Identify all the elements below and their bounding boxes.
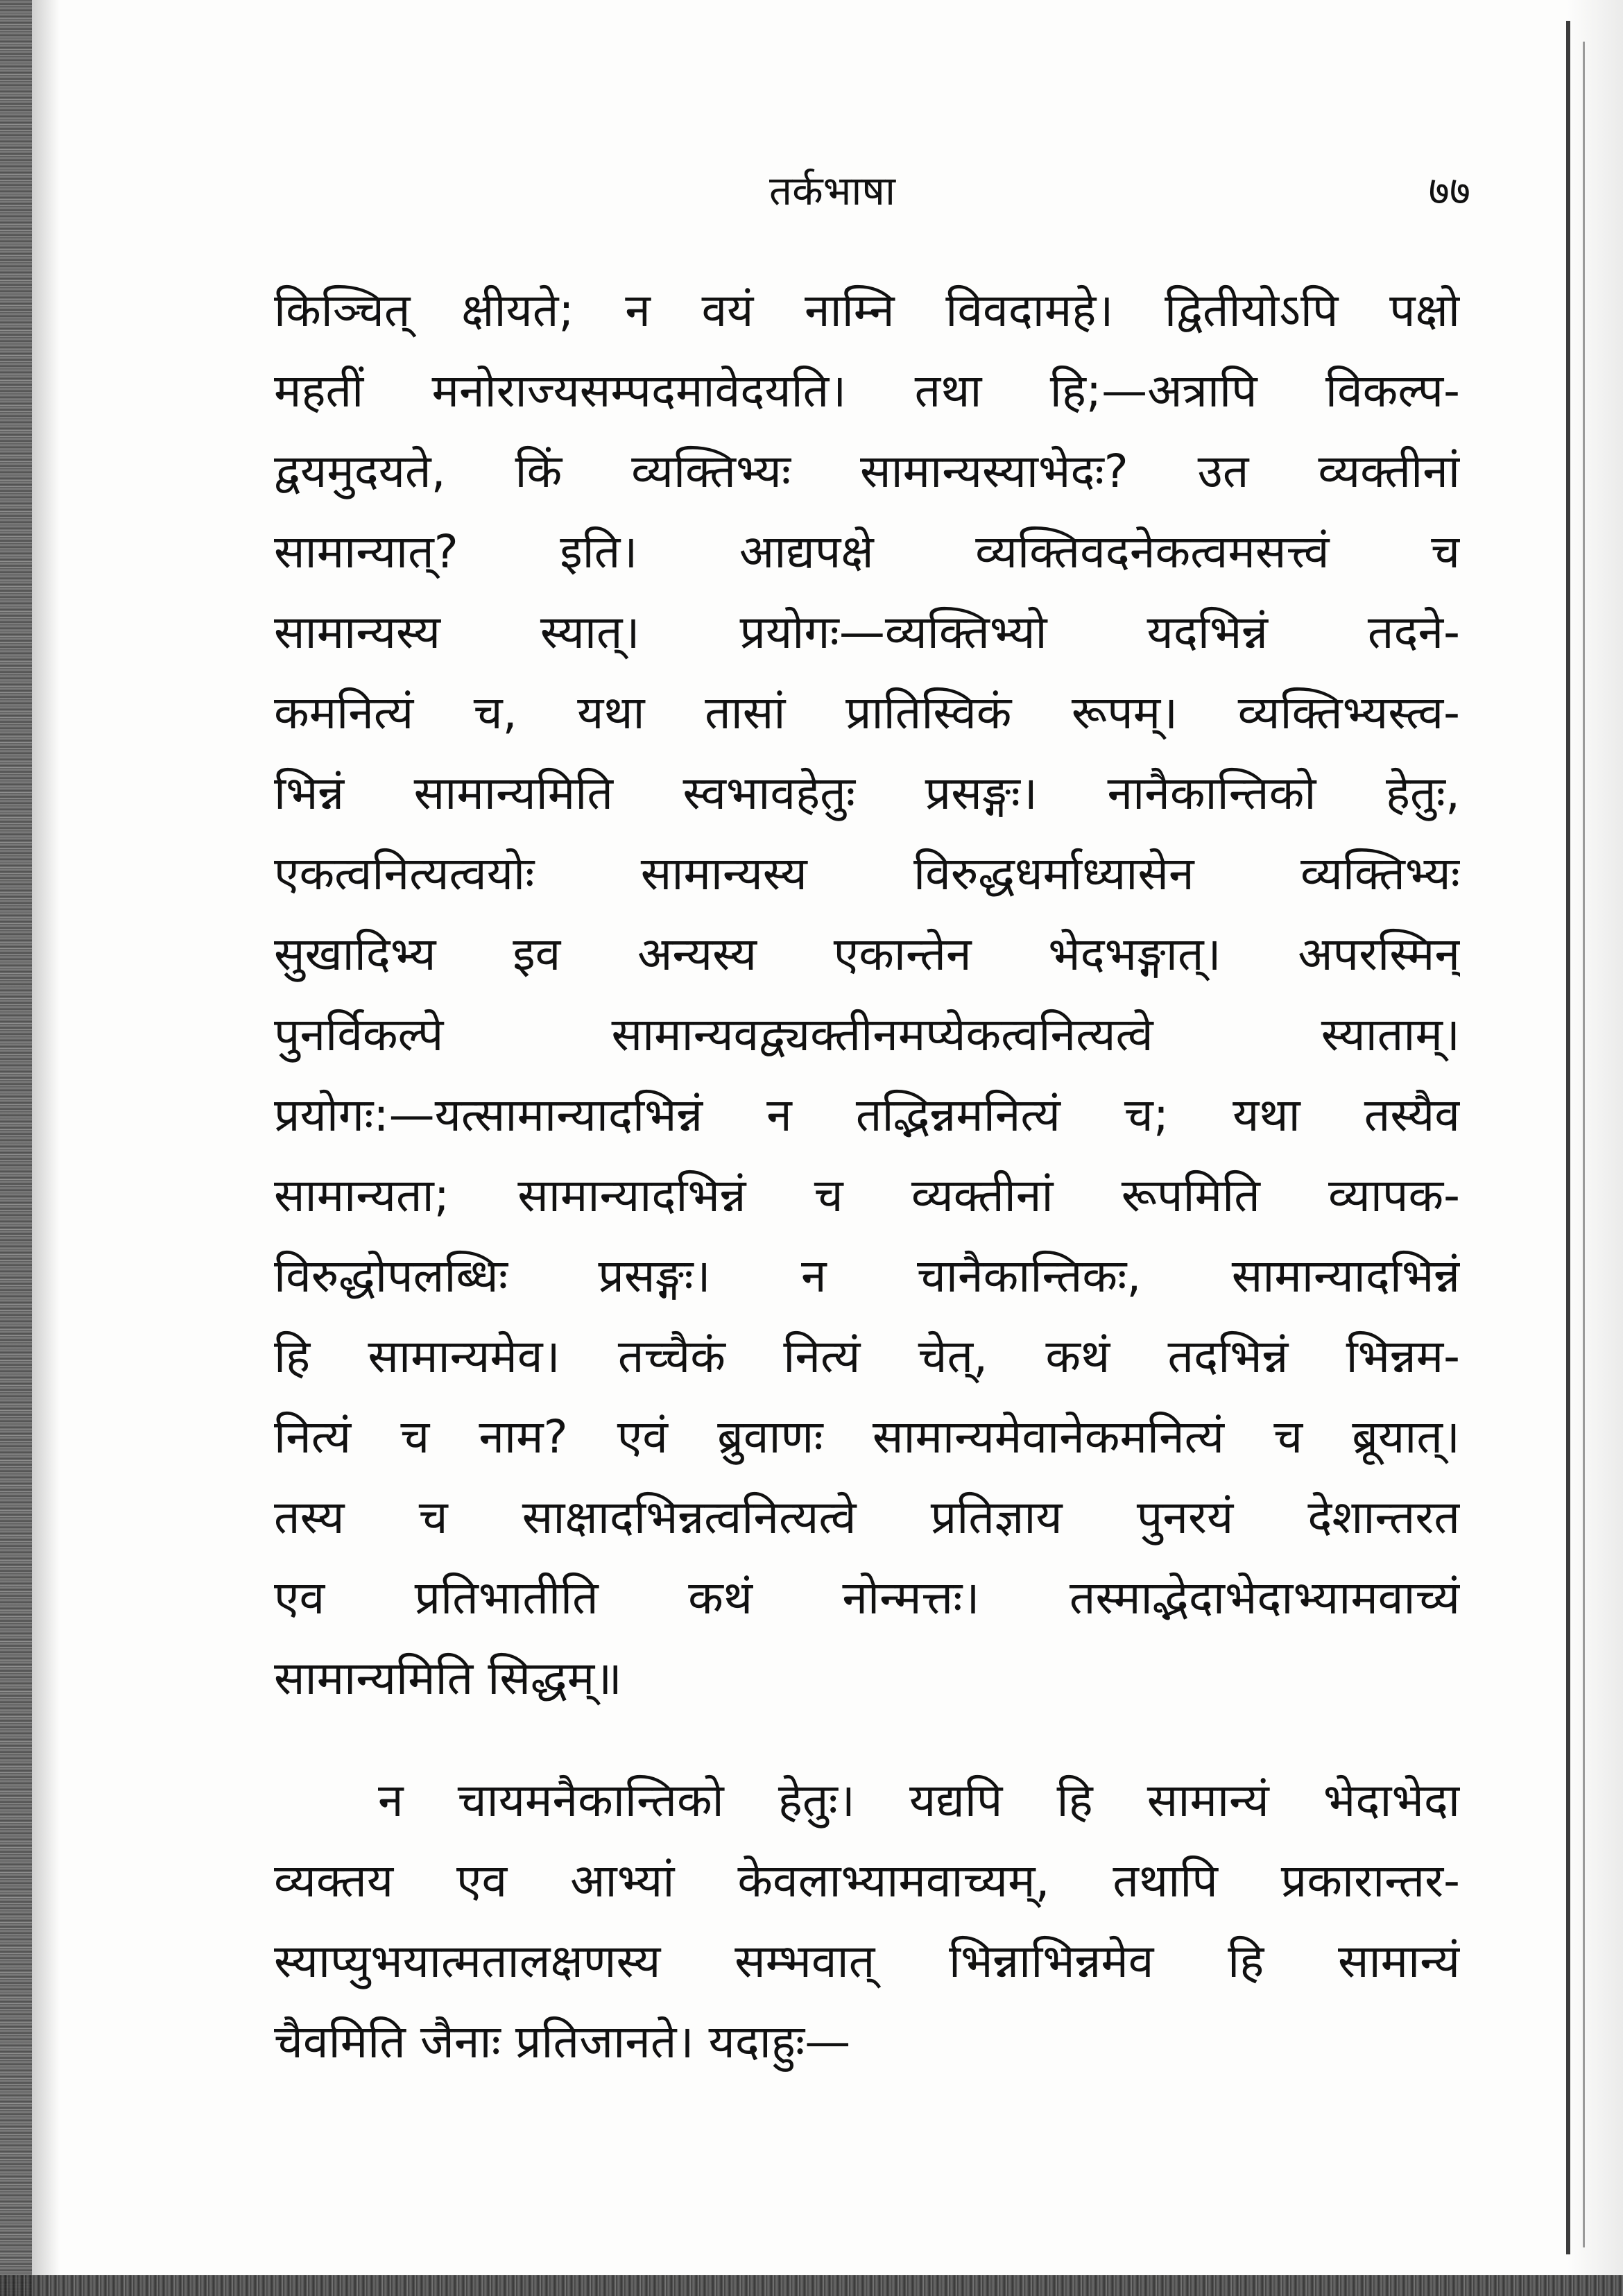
- text-line: न चायमनैकान्तिको हेतुः। यद्यपि हि सामान्यं भेदाभेदा: [378, 1774, 1460, 1827]
- paragraph-1: [274, 271, 1460, 1719]
- text-line: सामान्यता; सामान्यादभिन्नं च व्यक्तीनां रूपमिति व्यापक-: [274, 1169, 1460, 1222]
- text-line: पुनर्विकल्पे सामान्यवद्व्यक्तीनमप्येकत्वनित्यत्वे स्याताम्।: [274, 1008, 1460, 1061]
- text-line: व्यक्तय एव आभ्यां केवलाभ्यामवाच्यम्, तथापि प्रकारान्तर-: [274, 1854, 1460, 1908]
- page-edge-line-right-inner: [1583, 42, 1585, 2247]
- running-header-title: तर्कभाषा: [769, 167, 895, 214]
- text-line: विरुद्धोपलब्धिः प्रसङ्गः। न चानैकान्तिकः, सामान्यादभिन्नं: [274, 1249, 1460, 1303]
- paragraph-gap: [274, 1719, 1460, 1760]
- body-text: [274, 271, 1460, 2082]
- text-line: सामान्यस्य स्यात्। प्रयोगः—व्यक्तिभ्यो यदभिन्नं तदने-: [274, 606, 1460, 659]
- page-number: ७७: [1428, 167, 1470, 214]
- text-line: सुखादिभ्य इव अन्यस्य एकान्तेन भेदभङ्गात्। अपरस्मिन्: [274, 927, 1460, 981]
- text-line: एव प्रतिभातीति कथं नोन्मत्तः। तस्माद्भेदाभेदाभ्यामवाच्यं: [274, 1571, 1460, 1625]
- binding-fade-left: [32, 0, 60, 2296]
- text-line: महतीं मनोराज्यसम्पदमावेदयति। तथा हि;—अत्रापि विकल्प-: [274, 364, 1460, 418]
- page-edge-line-right: [1566, 21, 1570, 2254]
- text-line: प्रयोगः:—यत्सामान्यादभिन्नं न तद्भिन्नमनित्यं च; यथा तस्यैव: [274, 1088, 1460, 1142]
- text-line: सामान्यात्? इति। आद्यपक्षे व्यक्तिवदनेकत्वमसत्त्वं च: [274, 525, 1460, 579]
- page-edge-shadow-right: [1568, 0, 1623, 2296]
- binding-shadow-left: [0, 0, 32, 2296]
- text-line: कमनित्यं च, यथा तासां प्रातिस्विकं रूपम्। व्यक्तिभ्यस्त्व-: [274, 686, 1460, 739]
- text-line: चैवमिति जैनाः प्रतिजानते। यदाहुः—: [274, 2015, 851, 2068]
- text-line: तस्य च साक्षादभिन्नत्वनित्यत्वे प्रतिज्ञाय पुनरयं देशान्तरत: [274, 1491, 1460, 1544]
- text-line: स्याप्युभयात्मतालक्षणस्य सम्भवात् भिन्नाभिन्नमेव हि सामान्यं: [274, 1935, 1460, 1988]
- text-line: हि सामान्यमेव। तच्चैकं नित्यं चेत्, कथं तदभिन्नं भिन्नम-: [274, 1330, 1460, 1383]
- text-line: सामान्यमिति सिद्धम्॥: [274, 1652, 622, 1705]
- text-line: नित्यं च नाम? एवं ब्रुवाणः सामान्यमेवानेकमनित्यं च ब्रूयात्।: [274, 1410, 1460, 1464]
- text-line: किञ्चित् क्षीयते; न वयं नाम्नि विवदामहे। द्वितीयोऽपि पक्षो: [274, 284, 1460, 337]
- text-line: भिन्नं सामान्यमिति स्वभावहेतुः प्रसङ्गः। नानैकान्तिको हेतुः,: [274, 766, 1460, 820]
- paragraph-2: [274, 1760, 1460, 2082]
- page-edge-bottom: [0, 2275, 1623, 2296]
- text-line: द्वयमुदयते, किं व्यक्तिभ्यः सामान्यस्याभेदः? उत व्यक्तीनां: [274, 445, 1460, 498]
- text-line: एकत्वनित्यत्वयोः सामान्यस्य विरुद्धधर्माध्यासेन व्यक्तिभ्यः: [274, 847, 1460, 900]
